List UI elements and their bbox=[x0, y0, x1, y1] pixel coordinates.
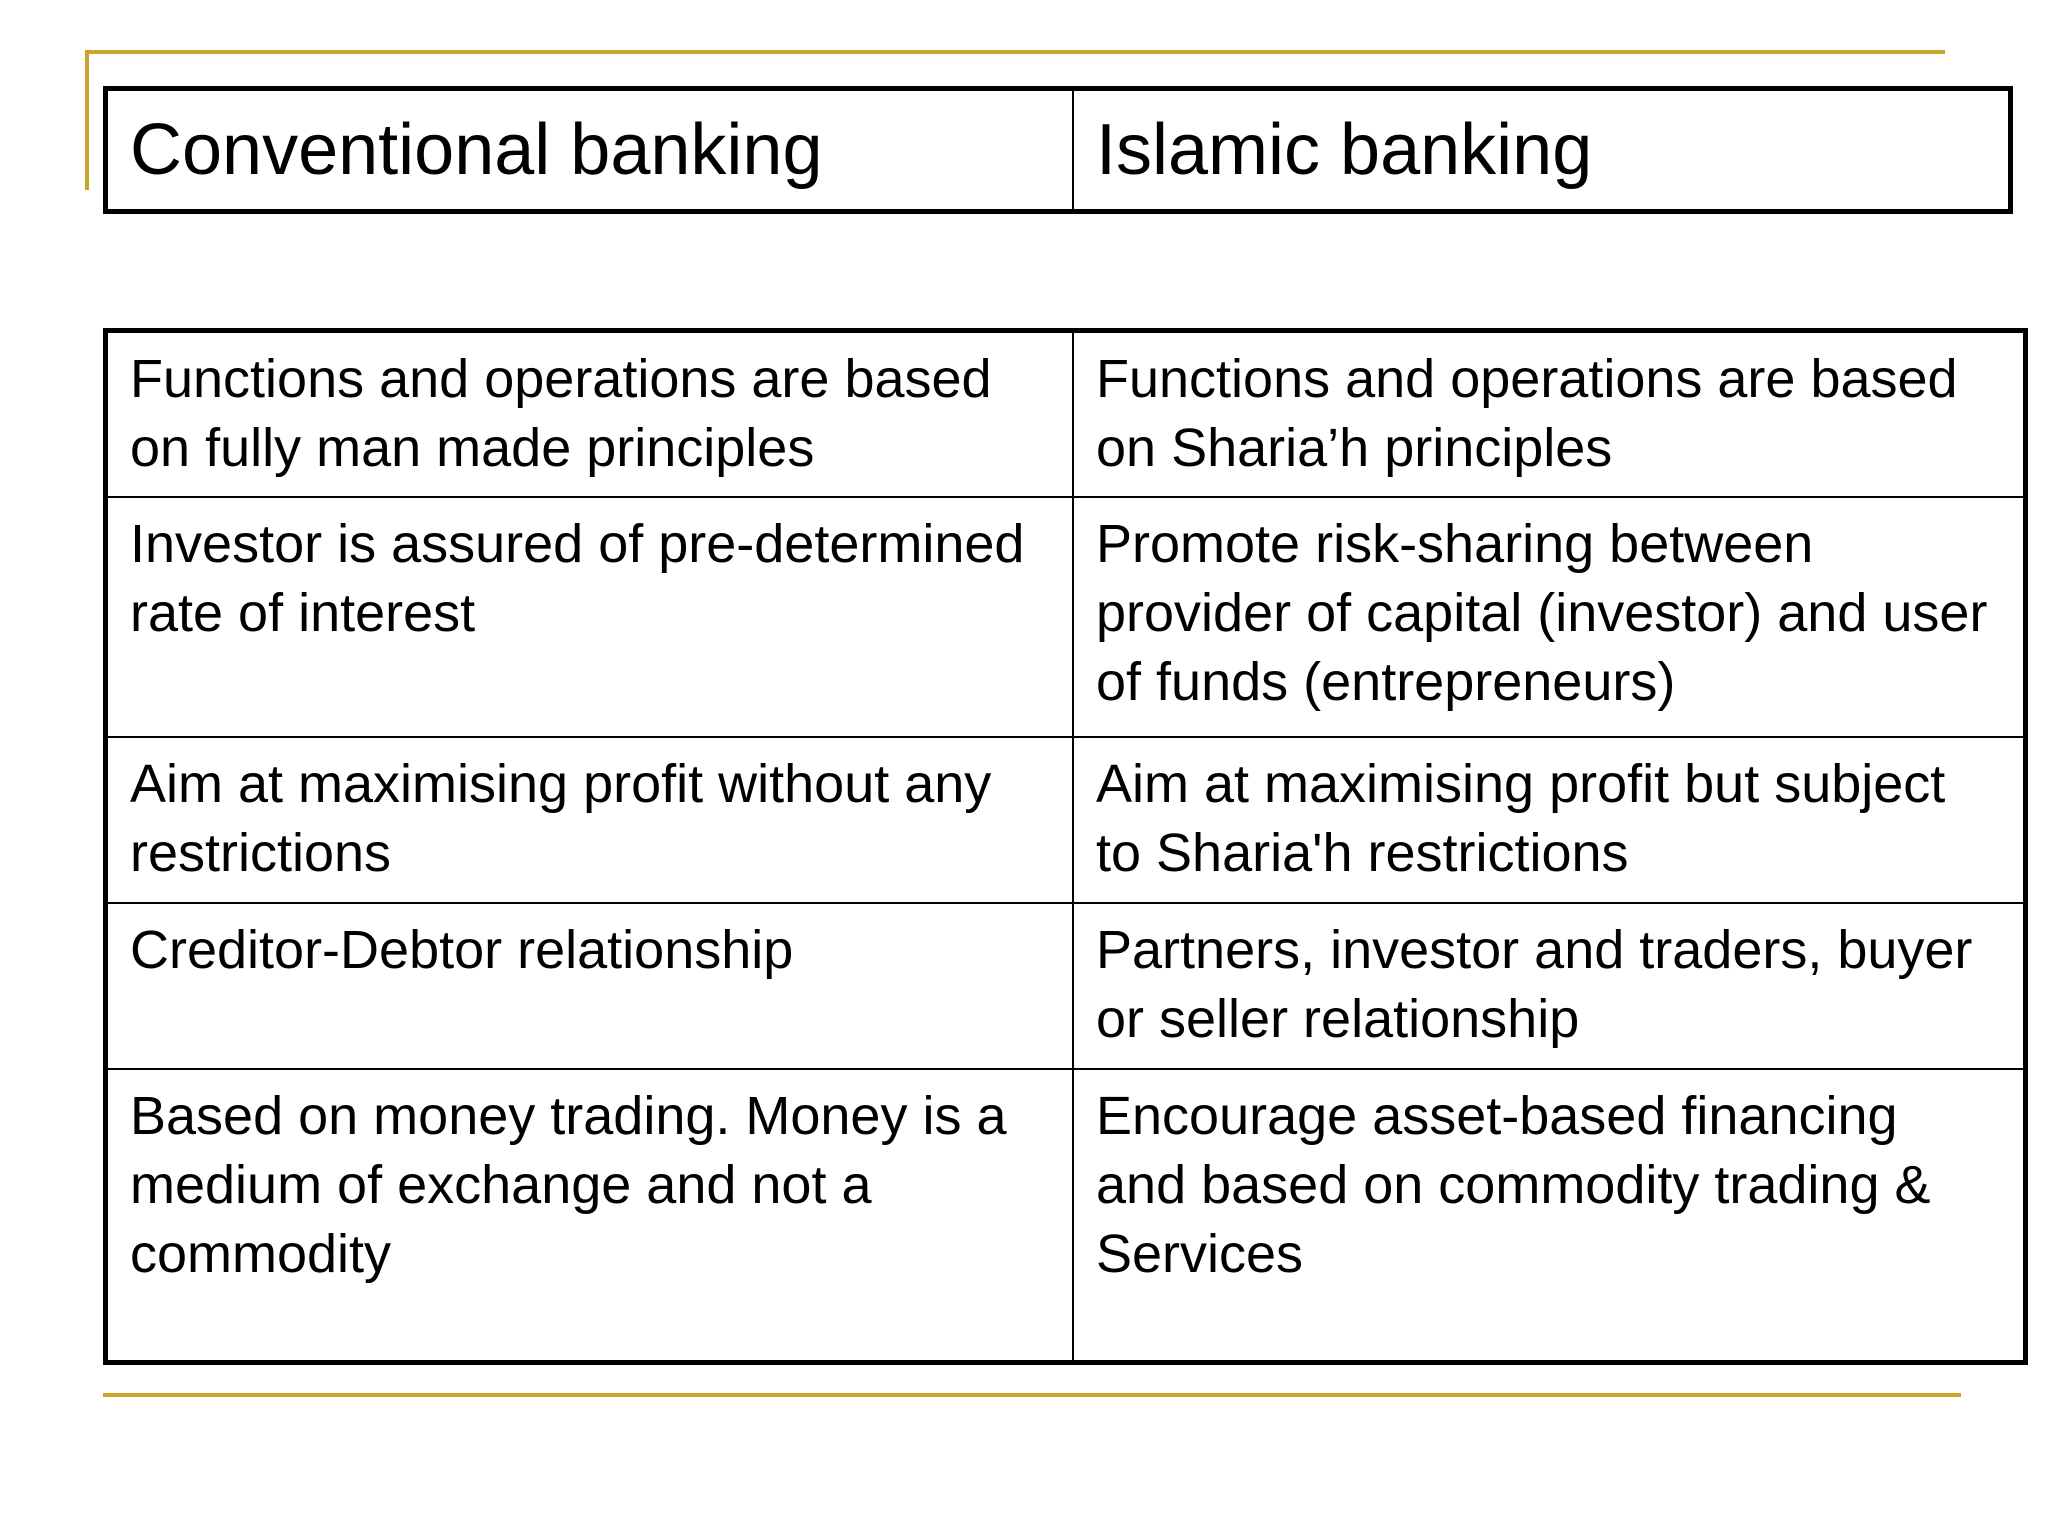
conventional-cell: Based on money trading. Money is a medium of exchange and not a commodity bbox=[106, 1069, 1074, 1363]
table-row bbox=[106, 497, 2026, 737]
accent-line-bottom bbox=[103, 1393, 1961, 1397]
accent-line-top bbox=[85, 50, 1945, 54]
comparison-table bbox=[103, 328, 2028, 1365]
header-row bbox=[106, 89, 2011, 212]
islamic-cell: Aim at maximising profit but subject to Sharia'h restrictions bbox=[1073, 737, 2026, 903]
conventional-cell: Creditor-Debtor relationship bbox=[106, 903, 1074, 1069]
islamic-cell: Functions and operations are based on Sharia’h principles bbox=[1096, 349, 1958, 478]
comparison-header-table bbox=[103, 86, 2013, 214]
header-conventional: Conventional banking bbox=[106, 89, 1074, 212]
accent-line-left bbox=[85, 50, 89, 190]
conventional-cell: Functions and operations are based on fully man made principles bbox=[106, 331, 1074, 497]
conventional-cell: Aim at maximising profit without any restrictions bbox=[106, 737, 1074, 903]
islamic-cell: Partners, investor and traders, buyer or seller relationship bbox=[1073, 903, 2026, 1069]
table-row bbox=[106, 737, 2026, 903]
table-row bbox=[106, 331, 2026, 497]
islamic-cell: Encourage asset-based financing and based on commodity trading & Services bbox=[1073, 1069, 2026, 1363]
islamic-cell: Promote risk-sharing between provider of capital (investor) and user of funds (entrepreneurs) bbox=[1073, 497, 2026, 737]
header-islamic: Islamic banking bbox=[1096, 110, 1593, 190]
table-row bbox=[106, 1069, 2026, 1363]
table-row bbox=[106, 903, 2026, 1069]
conventional-cell: Investor is assured of pre-determined rate of interest bbox=[106, 497, 1074, 737]
